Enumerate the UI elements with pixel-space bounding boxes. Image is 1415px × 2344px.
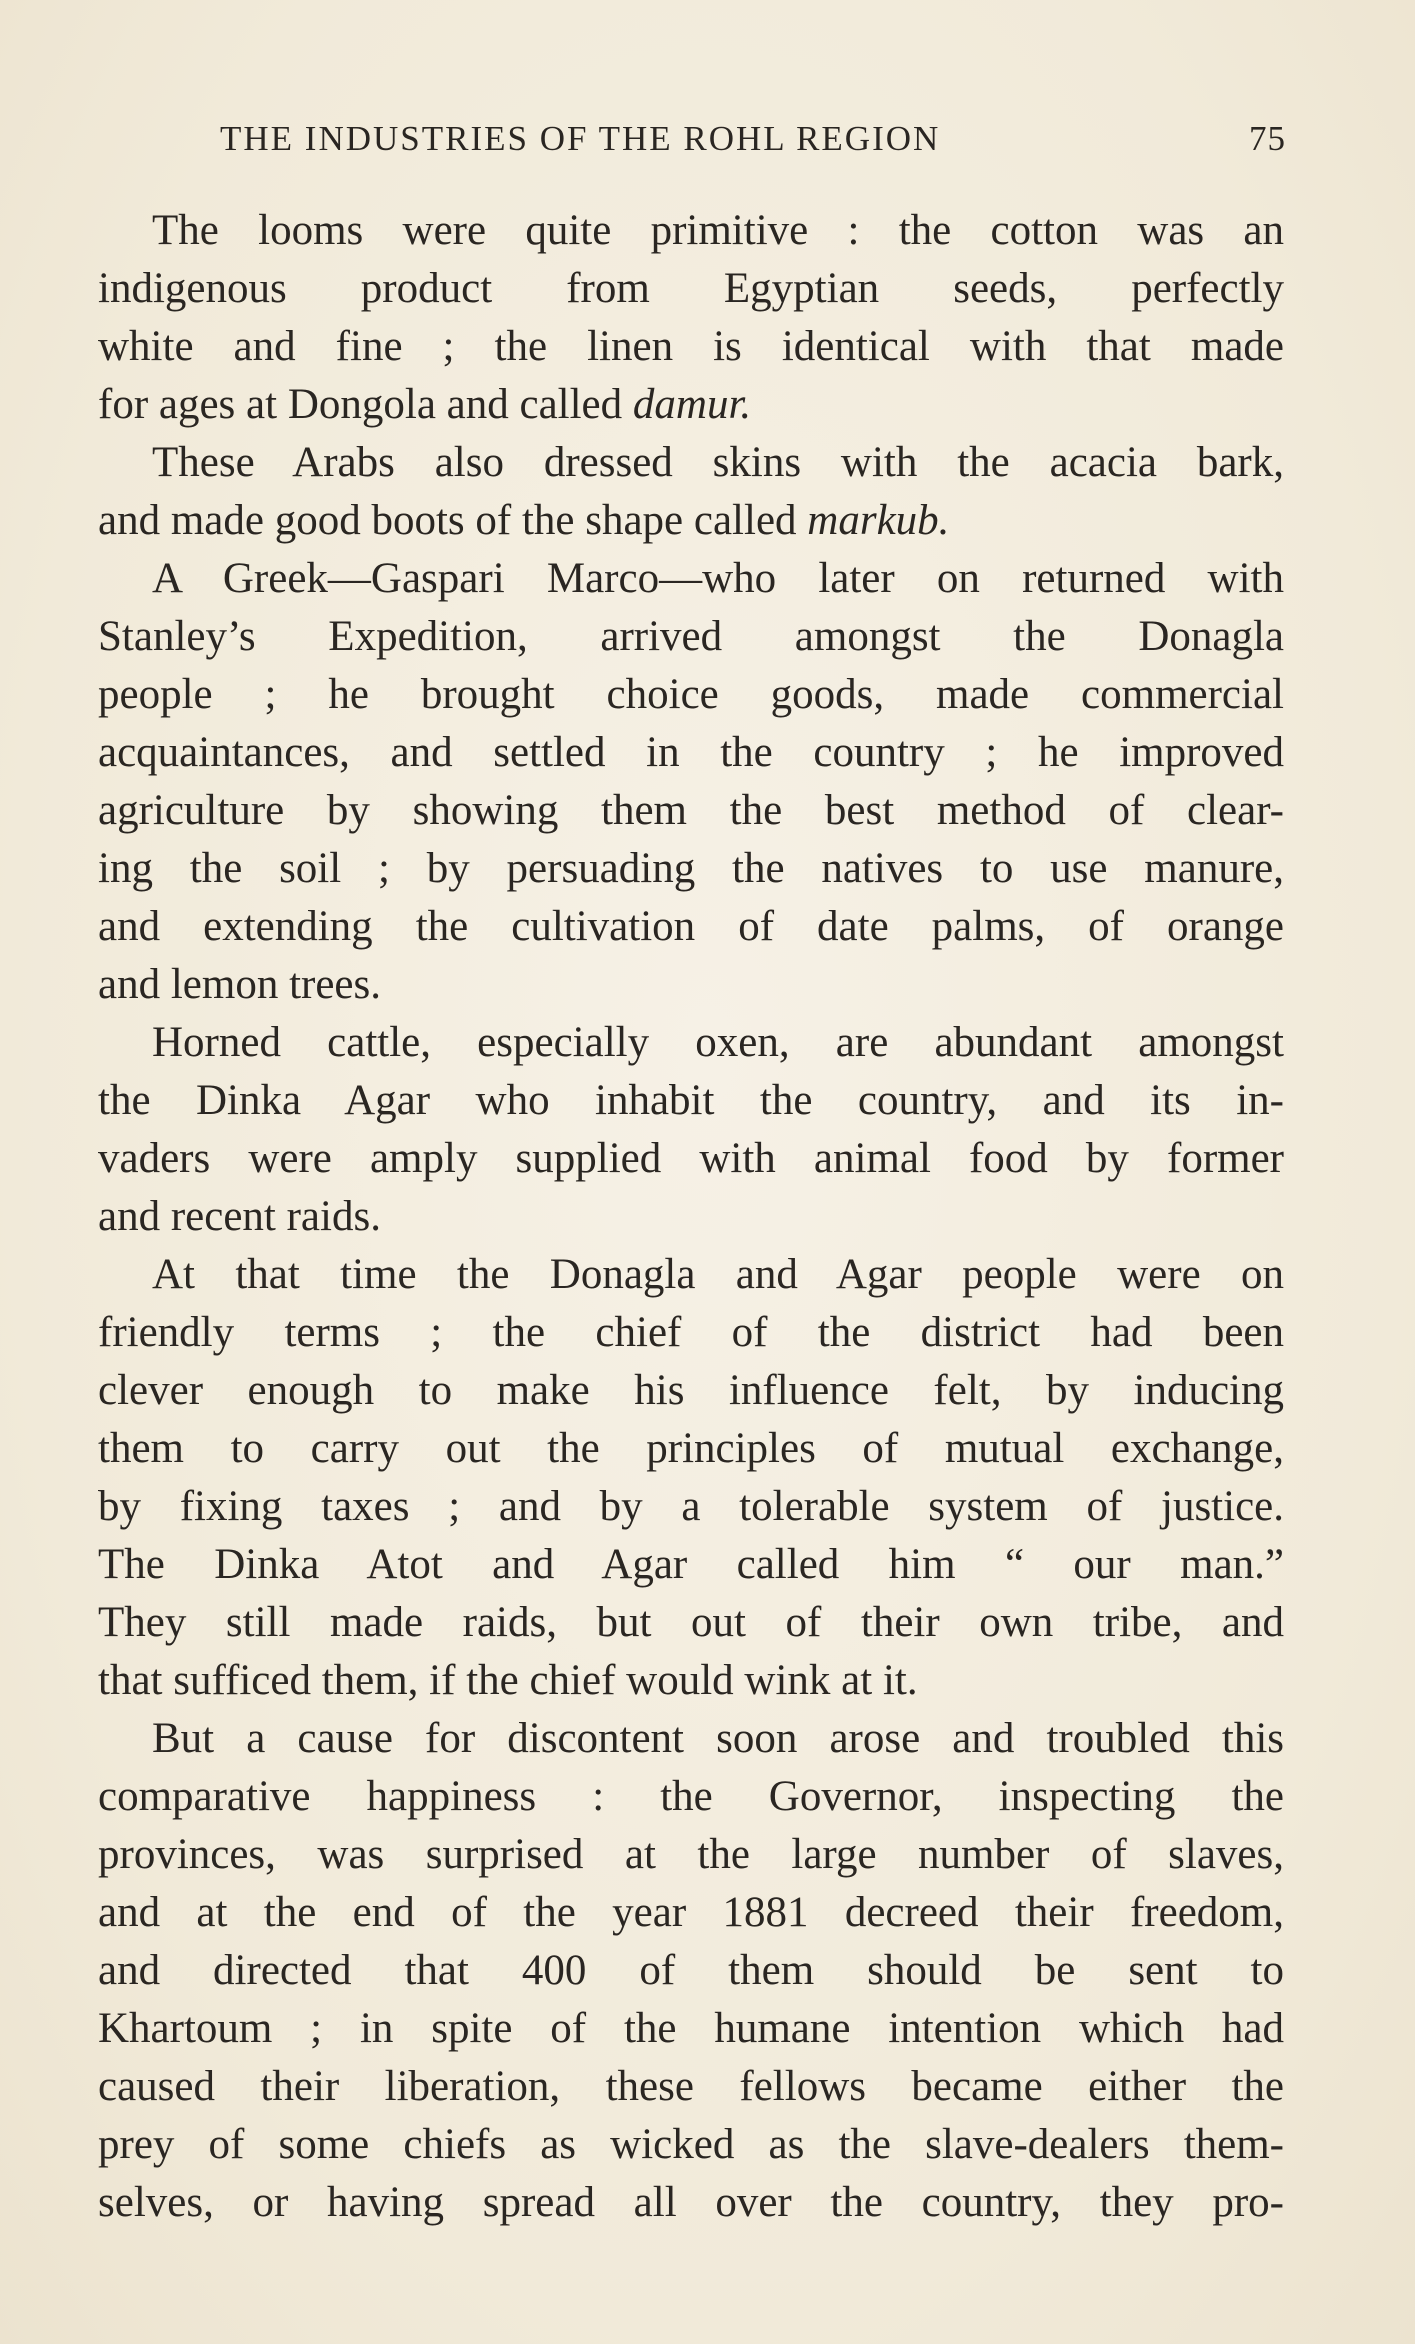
text-line: But a cause for discontent soon arose and troubled this [152, 1715, 1284, 1762]
text-line: comparative happiness : the Governor, inspecting the [98, 1773, 1284, 1820]
text-line: indigenous product from Egyptian seeds, perfectly [98, 265, 1284, 312]
text-line: and at the end of the year 1881 decreed their freedom, [98, 1889, 1284, 1936]
text-line: and extending the cultivation of date palms, of orange [98, 903, 1284, 950]
text-line: Stanley’s Expedition, arrived amongst the Donagla [98, 613, 1284, 660]
text-line: selves, or having spread all over the country, they pro- [98, 2179, 1284, 2226]
text-line: the Dinka Agar who inhabit the country, and its in- [98, 1077, 1284, 1124]
text-line [98, 492, 1284, 550]
text-line: Khartoum ; in spite of the humane intention which had [98, 2005, 1284, 2052]
running-head [220, 114, 1286, 164]
text-line: and lemon trees. [98, 961, 381, 1008]
running-head-title: THE INDUSTRIES OF THE ROHL REGION [220, 119, 941, 158]
text-line: caused their liberation, these fellows became either the [98, 2063, 1284, 2110]
text-line: The Dinka Atot and Agar called him “ our man.” [98, 1541, 1284, 1588]
text-line [98, 376, 1284, 434]
text-line: agriculture by showing them the best method of clear- [98, 787, 1284, 834]
text-segment: for ages at Dongola and called [98, 381, 623, 428]
text-line: by fixing taxes ; and by a tolerable system of justice. [98, 1483, 1284, 1530]
text-line: They still made raids, but out of their own tribe, and [98, 1599, 1284, 1646]
text-line: vaders were amply supplied with animal food by former [98, 1135, 1284, 1182]
page-number: 75 [1249, 119, 1286, 158]
text-line: white and fine ; the linen is identical with that made [98, 323, 1284, 370]
text-line: The looms were quite primitive : the cotton was an [152, 207, 1284, 254]
italic-term: markub. [807, 497, 950, 544]
text-line: people ; he brought choice goods, made commercial [98, 671, 1284, 718]
body-text [98, 202, 1284, 2232]
text-line: them to carry out the principles of mutual exchange, [98, 1425, 1284, 1472]
text-line: provinces, was surprised at the large number of slaves, [98, 1831, 1284, 1878]
text-line: that sufficed them, if the chief would wink at it. [98, 1657, 918, 1704]
text-line: friendly terms ; the chief of the district had been [98, 1309, 1284, 1356]
italic-term: damur. [632, 381, 752, 428]
text-line: and recent raids. [98, 1193, 381, 1240]
text-line: prey of some chiefs as wicked as the slave-dealers them- [98, 2121, 1284, 2168]
text-line: At that time the Donagla and Agar people were on [152, 1251, 1284, 1298]
text-line: These Arabs also dressed skins with the acacia bark, [152, 439, 1284, 486]
text-line: Horned cattle, especially oxen, are abundant amongst [152, 1019, 1284, 1066]
text-line: and directed that 400 of them should be sent to [98, 1947, 1284, 1994]
text-line: clever enough to make his influence felt, by inducing [98, 1367, 1284, 1414]
text-line: ing the soil ; by persuading the natives to use manure, [98, 845, 1284, 892]
text-line: acquaintances, and settled in the country ; he improved [98, 729, 1284, 776]
text-line: A Greek—Gaspari Marco—who later on returned with [152, 555, 1284, 602]
text-segment: and made good boots of the shape called [98, 497, 797, 544]
